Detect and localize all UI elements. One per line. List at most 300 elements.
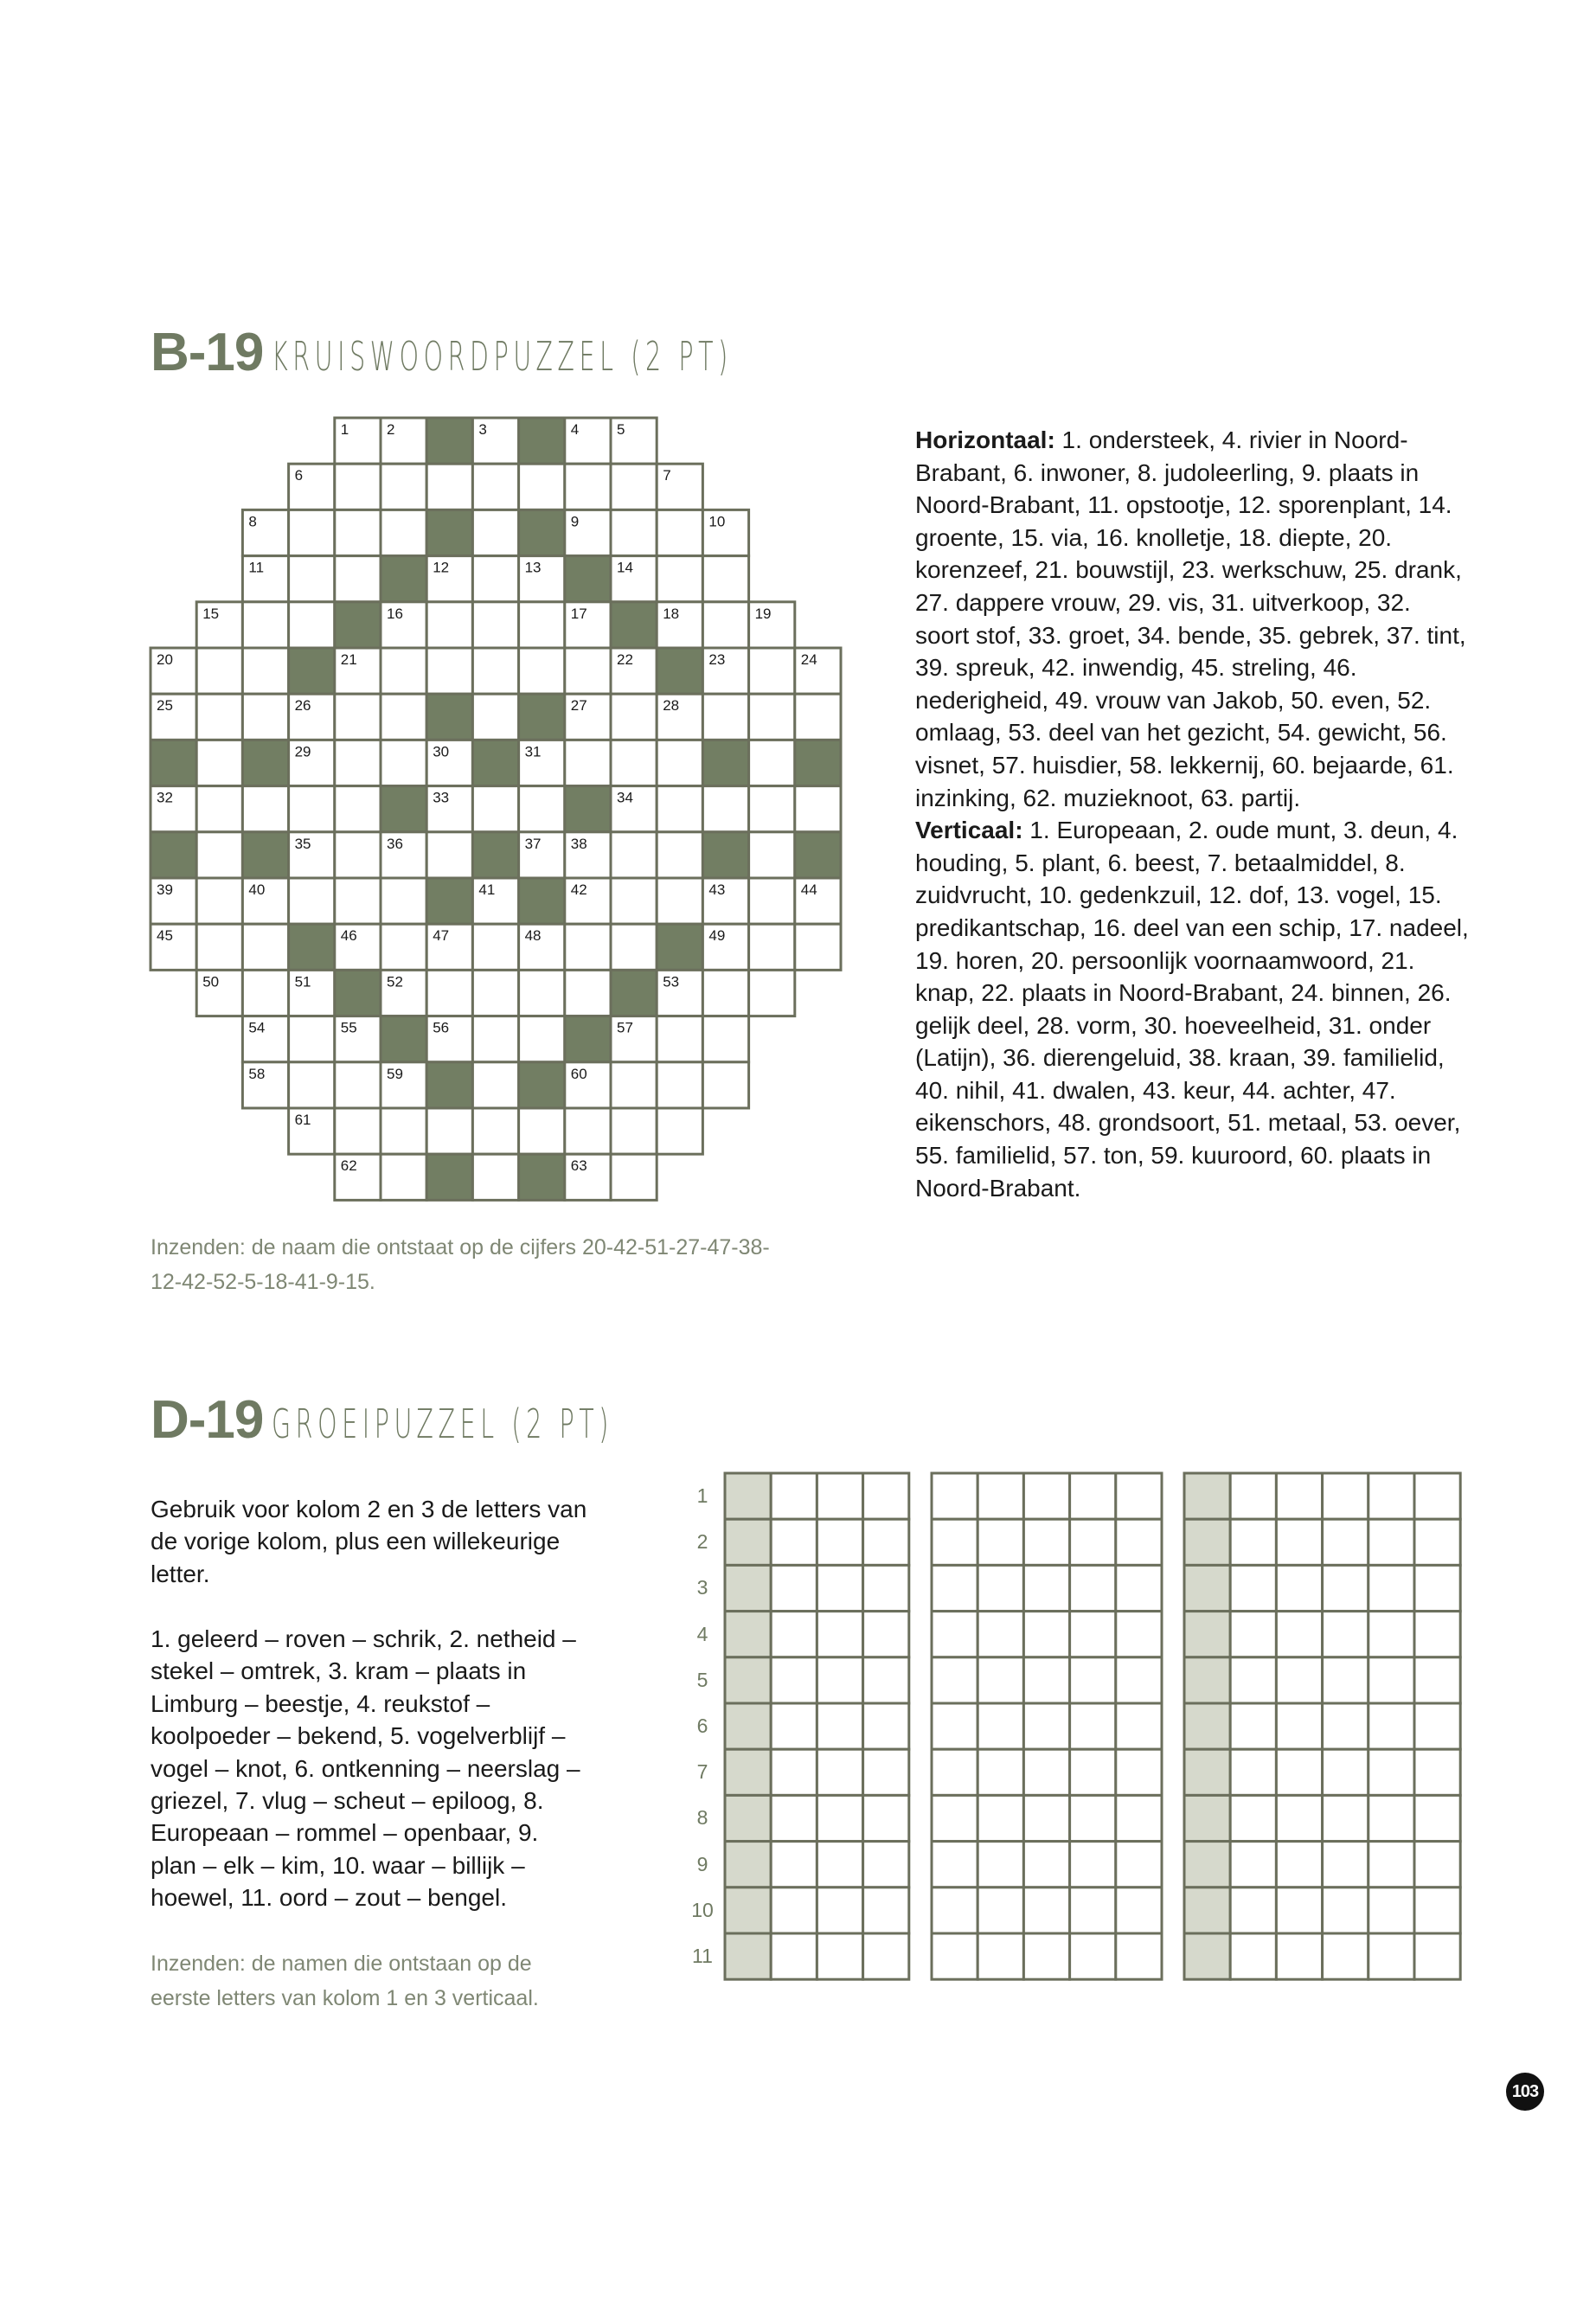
- crossword-cell[interactable]: [702, 602, 748, 648]
- growth-cell[interactable]: [932, 1749, 977, 1795]
- crossword-cell[interactable]: [196, 602, 242, 648]
- growth-cell-first-letter[interactable]: [725, 1565, 771, 1611]
- growth-cell[interactable]: [1070, 1657, 1116, 1703]
- growth-cell[interactable]: [863, 1749, 909, 1795]
- growth-cell[interactable]: [1414, 1795, 1460, 1841]
- growth-cell[interactable]: [1368, 1842, 1414, 1888]
- crossword-cell[interactable]: [795, 694, 841, 740]
- crossword-cell[interactable]: [702, 1016, 748, 1062]
- crossword-cell[interactable]: [242, 648, 288, 694]
- crossword-cell[interactable]: [657, 1062, 702, 1108]
- growth-cell[interactable]: [1116, 1933, 1162, 1979]
- crossword-cell[interactable]: [795, 924, 841, 970]
- growth-cell[interactable]: [771, 1565, 817, 1611]
- growth-cell[interactable]: [817, 1842, 862, 1888]
- growth-cell[interactable]: [1070, 1565, 1116, 1611]
- growth-cell[interactable]: [1276, 1842, 1322, 1888]
- growth-cell[interactable]: [1230, 1612, 1276, 1657]
- crossword-cell[interactable]: [519, 832, 565, 878]
- growth-cell[interactable]: [1116, 1795, 1162, 1841]
- growth-cell[interactable]: [1230, 1888, 1276, 1933]
- crossword-cell[interactable]: [151, 924, 196, 970]
- crossword-cell[interactable]: [426, 1016, 472, 1062]
- growth-cell[interactable]: [863, 1519, 909, 1565]
- growth-cell[interactable]: [817, 1657, 862, 1703]
- crossword-cell[interactable]: [472, 556, 518, 602]
- crossword-cell[interactable]: [426, 740, 472, 785]
- growth-cell[interactable]: [977, 1612, 1023, 1657]
- crossword-cell[interactable]: [381, 510, 426, 555]
- growth-cell[interactable]: [1230, 1565, 1276, 1611]
- growth-cell[interactable]: [1323, 1888, 1368, 1933]
- growth-cell[interactable]: [817, 1519, 862, 1565]
- growth-cell[interactable]: [1414, 1888, 1460, 1933]
- crossword-cell[interactable]: [381, 694, 426, 740]
- growth-cell[interactable]: [1323, 1703, 1368, 1749]
- growth-cell-first-letter[interactable]: [1184, 1473, 1230, 1519]
- growth-cell[interactable]: [1070, 1795, 1116, 1841]
- growth-cell[interactable]: [932, 1888, 977, 1933]
- growth-cell[interactable]: [932, 1795, 977, 1841]
- crossword-cell[interactable]: [242, 694, 288, 740]
- crossword-cell[interactable]: [749, 740, 795, 785]
- crossword-cell[interactable]: [335, 786, 381, 832]
- crossword-cell[interactable]: [426, 970, 472, 1016]
- crossword-cell[interactable]: [289, 832, 335, 878]
- growth-cell[interactable]: [1116, 1657, 1162, 1703]
- growth-cell[interactable]: [1368, 1749, 1414, 1795]
- crossword-cell[interactable]: [381, 1108, 426, 1154]
- crossword-cell[interactable]: [795, 648, 841, 694]
- crossword-cell[interactable]: [702, 970, 748, 1016]
- crossword-cell[interactable]: [611, 1108, 657, 1154]
- crossword-cell[interactable]: [702, 694, 748, 740]
- crossword-cell[interactable]: [242, 556, 288, 602]
- growth-cell[interactable]: [771, 1519, 817, 1565]
- crossword-cell[interactable]: [611, 510, 657, 555]
- crossword-cell[interactable]: [335, 1154, 381, 1200]
- crossword-cell[interactable]: [381, 464, 426, 510]
- crossword-cell[interactable]: [657, 786, 702, 832]
- growth-cell[interactable]: [1323, 1473, 1368, 1519]
- crossword-cell[interactable]: [611, 694, 657, 740]
- crossword-cell[interactable]: [335, 740, 381, 785]
- crossword-cell[interactable]: [289, 740, 335, 785]
- crossword-cell[interactable]: [611, 464, 657, 510]
- growth-cell[interactable]: [863, 1933, 909, 1979]
- crossword-cell[interactable]: [795, 878, 841, 924]
- growth-cell[interactable]: [1023, 1565, 1069, 1611]
- crossword-cell[interactable]: [749, 878, 795, 924]
- crossword-cell[interactable]: [289, 786, 335, 832]
- crossword-cell[interactable]: [611, 1154, 657, 1200]
- crossword-cell[interactable]: [519, 648, 565, 694]
- crossword-cell[interactable]: [565, 740, 611, 785]
- crossword-cell[interactable]: [472, 878, 518, 924]
- growth-cell[interactable]: [863, 1612, 909, 1657]
- crossword-cell[interactable]: [472, 924, 518, 970]
- crossword-cell[interactable]: [519, 602, 565, 648]
- crossword-cell[interactable]: [749, 970, 795, 1016]
- growth-cell[interactable]: [1414, 1657, 1460, 1703]
- growth-cell[interactable]: [1276, 1657, 1322, 1703]
- growth-cell[interactable]: [1368, 1519, 1414, 1565]
- crossword-cell[interactable]: [657, 970, 702, 1016]
- growth-cell[interactable]: [817, 1749, 862, 1795]
- crossword-cell[interactable]: [242, 924, 288, 970]
- crossword-cell[interactable]: [335, 694, 381, 740]
- growth-cell[interactable]: [817, 1888, 862, 1933]
- growth-cell[interactable]: [863, 1473, 909, 1519]
- growth-cell[interactable]: [1023, 1657, 1069, 1703]
- growth-cell[interactable]: [1023, 1933, 1069, 1979]
- crossword-cell[interactable]: [335, 510, 381, 555]
- growth-cell[interactable]: [932, 1933, 977, 1979]
- growth-cell[interactable]: [1414, 1933, 1460, 1979]
- growth-cell-first-letter[interactable]: [725, 1795, 771, 1841]
- crossword-cell[interactable]: [749, 786, 795, 832]
- growth-cell[interactable]: [1070, 1749, 1116, 1795]
- growth-cell[interactable]: [977, 1657, 1023, 1703]
- growth-cell[interactable]: [1023, 1749, 1069, 1795]
- crossword-cell[interactable]: [381, 648, 426, 694]
- crossword-cell[interactable]: [335, 832, 381, 878]
- crossword-cell[interactable]: [565, 418, 611, 464]
- growth-cell[interactable]: [977, 1473, 1023, 1519]
- crossword-cell[interactable]: [565, 694, 611, 740]
- crossword-cell[interactable]: [657, 740, 702, 785]
- growth-cell[interactable]: [1116, 1749, 1162, 1795]
- growth-cell[interactable]: [1368, 1612, 1414, 1657]
- growth-cell[interactable]: [1116, 1703, 1162, 1749]
- crossword-cell[interactable]: [242, 1062, 288, 1108]
- growth-cell[interactable]: [1276, 1473, 1322, 1519]
- crossword-cell[interactable]: [565, 970, 611, 1016]
- growth-cell[interactable]: [1023, 1473, 1069, 1519]
- crossword-cell[interactable]: [749, 924, 795, 970]
- crossword-cell[interactable]: [657, 878, 702, 924]
- growth-cell[interactable]: [1230, 1749, 1276, 1795]
- growth-cell-first-letter[interactable]: [725, 1888, 771, 1933]
- crossword-cell[interactable]: [335, 1062, 381, 1108]
- crossword-cell[interactable]: [472, 464, 518, 510]
- crossword-cell[interactable]: [151, 648, 196, 694]
- growth-cell-first-letter[interactable]: [1184, 1612, 1230, 1657]
- crossword-cell[interactable]: [289, 1016, 335, 1062]
- crossword-cell[interactable]: [702, 648, 748, 694]
- crossword-cell[interactable]: [519, 1016, 565, 1062]
- growth-cell[interactable]: [1023, 1888, 1069, 1933]
- growth-cell[interactable]: [1070, 1933, 1116, 1979]
- growth-cell-first-letter[interactable]: [725, 1933, 771, 1979]
- crossword-cell[interactable]: [565, 832, 611, 878]
- crossword-cell[interactable]: [426, 1108, 472, 1154]
- growth-cell[interactable]: [771, 1657, 817, 1703]
- crossword-cell[interactable]: [289, 1062, 335, 1108]
- growth-cell-first-letter[interactable]: [1184, 1749, 1230, 1795]
- crossword-cell[interactable]: [196, 970, 242, 1016]
- growth-cell[interactable]: [932, 1657, 977, 1703]
- crossword-cell[interactable]: [749, 694, 795, 740]
- growth-cell[interactable]: [932, 1565, 977, 1611]
- crossword-cell[interactable]: [565, 878, 611, 924]
- crossword-cell[interactable]: [702, 786, 748, 832]
- growth-cell[interactable]: [1323, 1933, 1368, 1979]
- crossword-cell[interactable]: [611, 1062, 657, 1108]
- crossword-cell[interactable]: [289, 602, 335, 648]
- crossword-cell[interactable]: [519, 924, 565, 970]
- growth-cell-first-letter[interactable]: [725, 1842, 771, 1888]
- crossword-cell[interactable]: [289, 878, 335, 924]
- growth-cell-first-letter[interactable]: [725, 1519, 771, 1565]
- crossword-cell[interactable]: [565, 1108, 611, 1154]
- growth-cell[interactable]: [977, 1703, 1023, 1749]
- growth-cell-first-letter[interactable]: [1184, 1657, 1230, 1703]
- growth-cell[interactable]: [863, 1657, 909, 1703]
- growth-cell[interactable]: [1023, 1842, 1069, 1888]
- growth-cell[interactable]: [1070, 1473, 1116, 1519]
- crossword-cell[interactable]: [381, 740, 426, 785]
- growth-cell[interactable]: [1414, 1842, 1460, 1888]
- crossword-cell[interactable]: [242, 786, 288, 832]
- growth-cell[interactable]: [1230, 1933, 1276, 1979]
- growth-cell[interactable]: [1230, 1473, 1276, 1519]
- growth-cell[interactable]: [1276, 1933, 1322, 1979]
- crossword-cell[interactable]: [196, 878, 242, 924]
- crossword-cell[interactable]: [565, 924, 611, 970]
- growth-cell[interactable]: [1323, 1565, 1368, 1611]
- crossword-cell[interactable]: [335, 648, 381, 694]
- growth-cell[interactable]: [1276, 1519, 1322, 1565]
- crossword-cell[interactable]: [749, 832, 795, 878]
- growth-cell-first-letter[interactable]: [1184, 1888, 1230, 1933]
- growth-cell[interactable]: [1414, 1749, 1460, 1795]
- crossword-cell[interactable]: [472, 418, 518, 464]
- crossword-cell[interactable]: [242, 970, 288, 1016]
- growth-cell[interactable]: [1116, 1842, 1162, 1888]
- growth-cell[interactable]: [1323, 1749, 1368, 1795]
- crossword-cell[interactable]: [519, 786, 565, 832]
- crossword-cell[interactable]: [702, 510, 748, 555]
- growth-cell[interactable]: [977, 1933, 1023, 1979]
- crossword-cell[interactable]: [242, 1016, 288, 1062]
- crossword-cell[interactable]: [611, 648, 657, 694]
- growth-cell[interactable]: [1414, 1473, 1460, 1519]
- crossword-cell[interactable]: [702, 924, 748, 970]
- growth-cell[interactable]: [1116, 1473, 1162, 1519]
- growth-cell[interactable]: [977, 1749, 1023, 1795]
- growth-cell-first-letter[interactable]: [1184, 1703, 1230, 1749]
- growth-cell-first-letter[interactable]: [725, 1703, 771, 1749]
- crossword-cell[interactable]: [151, 694, 196, 740]
- growth-cell[interactable]: [977, 1519, 1023, 1565]
- crossword-cell[interactable]: [335, 418, 381, 464]
- growth-cell[interactable]: [1023, 1519, 1069, 1565]
- growth-cell[interactable]: [1323, 1519, 1368, 1565]
- growth-cell[interactable]: [1116, 1519, 1162, 1565]
- crossword-cell[interactable]: [289, 694, 335, 740]
- growth-cell[interactable]: [1023, 1612, 1069, 1657]
- crossword-cell[interactable]: [289, 1108, 335, 1154]
- crossword-cell[interactable]: [519, 464, 565, 510]
- growth-cell[interactable]: [1230, 1795, 1276, 1841]
- crossword-cell[interactable]: [519, 1108, 565, 1154]
- growth-cell[interactable]: [1414, 1612, 1460, 1657]
- growth-cell-first-letter[interactable]: [725, 1749, 771, 1795]
- growth-cell[interactable]: [1323, 1795, 1368, 1841]
- crossword-cell[interactable]: [611, 878, 657, 924]
- growth-cell[interactable]: [1414, 1519, 1460, 1565]
- crossword-cell[interactable]: [196, 924, 242, 970]
- crossword-cell[interactable]: [702, 556, 748, 602]
- growth-cell[interactable]: [817, 1933, 862, 1979]
- crossword-cell[interactable]: [381, 602, 426, 648]
- crossword-cell[interactable]: [289, 556, 335, 602]
- crossword-cell[interactable]: [657, 1016, 702, 1062]
- crossword-cell[interactable]: [289, 464, 335, 510]
- crossword-cell[interactable]: [196, 740, 242, 785]
- crossword-cell[interactable]: [472, 602, 518, 648]
- growth-cell[interactable]: [771, 1888, 817, 1933]
- crossword-cell[interactable]: [381, 1062, 426, 1108]
- growth-cell[interactable]: [932, 1703, 977, 1749]
- crossword-cell[interactable]: [565, 510, 611, 555]
- growth-cell[interactable]: [1368, 1888, 1414, 1933]
- growth-cell[interactable]: [1368, 1703, 1414, 1749]
- growth-cell[interactable]: [1368, 1473, 1414, 1519]
- growth-cell[interactable]: [977, 1842, 1023, 1888]
- crossword-cell[interactable]: [611, 556, 657, 602]
- crossword-cell[interactable]: [749, 648, 795, 694]
- crossword-cell[interactable]: [472, 786, 518, 832]
- growth-cell[interactable]: [1276, 1795, 1322, 1841]
- crossword-cell[interactable]: [611, 832, 657, 878]
- crossword-cell[interactable]: [657, 1108, 702, 1154]
- growth-cell[interactable]: [1276, 1565, 1322, 1611]
- crossword-cell[interactable]: [749, 602, 795, 648]
- crossword-cell[interactable]: [381, 924, 426, 970]
- growth-cell[interactable]: [977, 1888, 1023, 1933]
- crossword-cell[interactable]: [242, 602, 288, 648]
- crossword-cell[interactable]: [196, 648, 242, 694]
- crossword-cell[interactable]: [611, 418, 657, 464]
- growth-cell[interactable]: [817, 1795, 862, 1841]
- crossword-cell[interactable]: [611, 1016, 657, 1062]
- growth-cell-first-letter[interactable]: [1184, 1795, 1230, 1841]
- crossword-cell[interactable]: [335, 464, 381, 510]
- crossword-cell[interactable]: [242, 878, 288, 924]
- crossword-cell[interactable]: [472, 510, 518, 555]
- crossword-cell[interactable]: [335, 1016, 381, 1062]
- crossword-cell[interactable]: [472, 1154, 518, 1200]
- growth-cell[interactable]: [1368, 1565, 1414, 1611]
- growth-cell[interactable]: [863, 1888, 909, 1933]
- growth-cell[interactable]: [817, 1612, 862, 1657]
- growth-cell[interactable]: [1230, 1842, 1276, 1888]
- growth-cell[interactable]: [771, 1473, 817, 1519]
- growth-cell[interactable]: [771, 1612, 817, 1657]
- crossword-cell[interactable]: [196, 786, 242, 832]
- crossword-cell[interactable]: [611, 786, 657, 832]
- crossword-cell[interactable]: [611, 924, 657, 970]
- crossword-cell[interactable]: [426, 786, 472, 832]
- crossword-cell[interactable]: [381, 418, 426, 464]
- growth-cell[interactable]: [1323, 1612, 1368, 1657]
- crossword-cell[interactable]: [657, 602, 702, 648]
- crossword-cell[interactable]: [472, 648, 518, 694]
- growth-cell-first-letter[interactable]: [1184, 1519, 1230, 1565]
- growth-cell[interactable]: [1276, 1888, 1322, 1933]
- crossword-cell[interactable]: [426, 924, 472, 970]
- crossword-cell[interactable]: [565, 464, 611, 510]
- growth-cell[interactable]: [1070, 1842, 1116, 1888]
- growth-cell[interactable]: [1230, 1703, 1276, 1749]
- crossword-cell[interactable]: [196, 694, 242, 740]
- crossword-cell[interactable]: [565, 648, 611, 694]
- growth-cell[interactable]: [932, 1842, 977, 1888]
- crossword-cell[interactable]: [426, 602, 472, 648]
- growth-cell[interactable]: [1023, 1703, 1069, 1749]
- growth-cell-first-letter[interactable]: [725, 1473, 771, 1519]
- growth-cell[interactable]: [1368, 1795, 1414, 1841]
- growth-cell[interactable]: [932, 1612, 977, 1657]
- crossword-cell[interactable]: [565, 602, 611, 648]
- crossword-cell[interactable]: [519, 556, 565, 602]
- crossword-cell[interactable]: [381, 970, 426, 1016]
- crossword-cell[interactable]: [702, 878, 748, 924]
- growth-cell[interactable]: [1023, 1795, 1069, 1841]
- growth-cell[interactable]: [771, 1933, 817, 1979]
- crossword-cell[interactable]: [335, 924, 381, 970]
- growth-cell[interactable]: [1070, 1612, 1116, 1657]
- crossword-cell[interactable]: [289, 970, 335, 1016]
- crossword-cell[interactable]: [151, 786, 196, 832]
- crossword-cell[interactable]: [565, 1062, 611, 1108]
- crossword-cell[interactable]: [611, 740, 657, 785]
- crossword-cell[interactable]: [381, 878, 426, 924]
- crossword-cell[interactable]: [657, 510, 702, 555]
- crossword-cell[interactable]: [657, 556, 702, 602]
- crossword-cell[interactable]: [472, 1016, 518, 1062]
- crossword-cell[interactable]: [472, 1108, 518, 1154]
- growth-cell[interactable]: [1414, 1565, 1460, 1611]
- growth-cell-first-letter[interactable]: [725, 1612, 771, 1657]
- growth-cell[interactable]: [1323, 1842, 1368, 1888]
- crossword-cell[interactable]: [381, 832, 426, 878]
- growth-cell[interactable]: [977, 1565, 1023, 1611]
- growth-cell[interactable]: [1070, 1888, 1116, 1933]
- growth-cell[interactable]: [863, 1842, 909, 1888]
- growth-cell[interactable]: [1368, 1657, 1414, 1703]
- growth-cell[interactable]: [1414, 1703, 1460, 1749]
- crossword-cell[interactable]: [335, 556, 381, 602]
- growth-cell[interactable]: [1070, 1703, 1116, 1749]
- growth-cell-first-letter[interactable]: [725, 1657, 771, 1703]
- growth-cell[interactable]: [771, 1703, 817, 1749]
- growth-cell[interactable]: [1276, 1703, 1322, 1749]
- crossword-cell[interactable]: [381, 1154, 426, 1200]
- crossword-cell[interactable]: [472, 694, 518, 740]
- growth-cell[interactable]: [771, 1749, 817, 1795]
- crossword-cell[interactable]: [702, 1062, 748, 1108]
- growth-cell[interactable]: [1230, 1657, 1276, 1703]
- growth-cell[interactable]: [771, 1795, 817, 1841]
- growth-cell[interactable]: [1323, 1657, 1368, 1703]
- crossword-cell[interactable]: [472, 970, 518, 1016]
- growth-cell[interactable]: [1116, 1888, 1162, 1933]
- crossword-cell[interactable]: [289, 510, 335, 555]
- crossword-cell[interactable]: [426, 832, 472, 878]
